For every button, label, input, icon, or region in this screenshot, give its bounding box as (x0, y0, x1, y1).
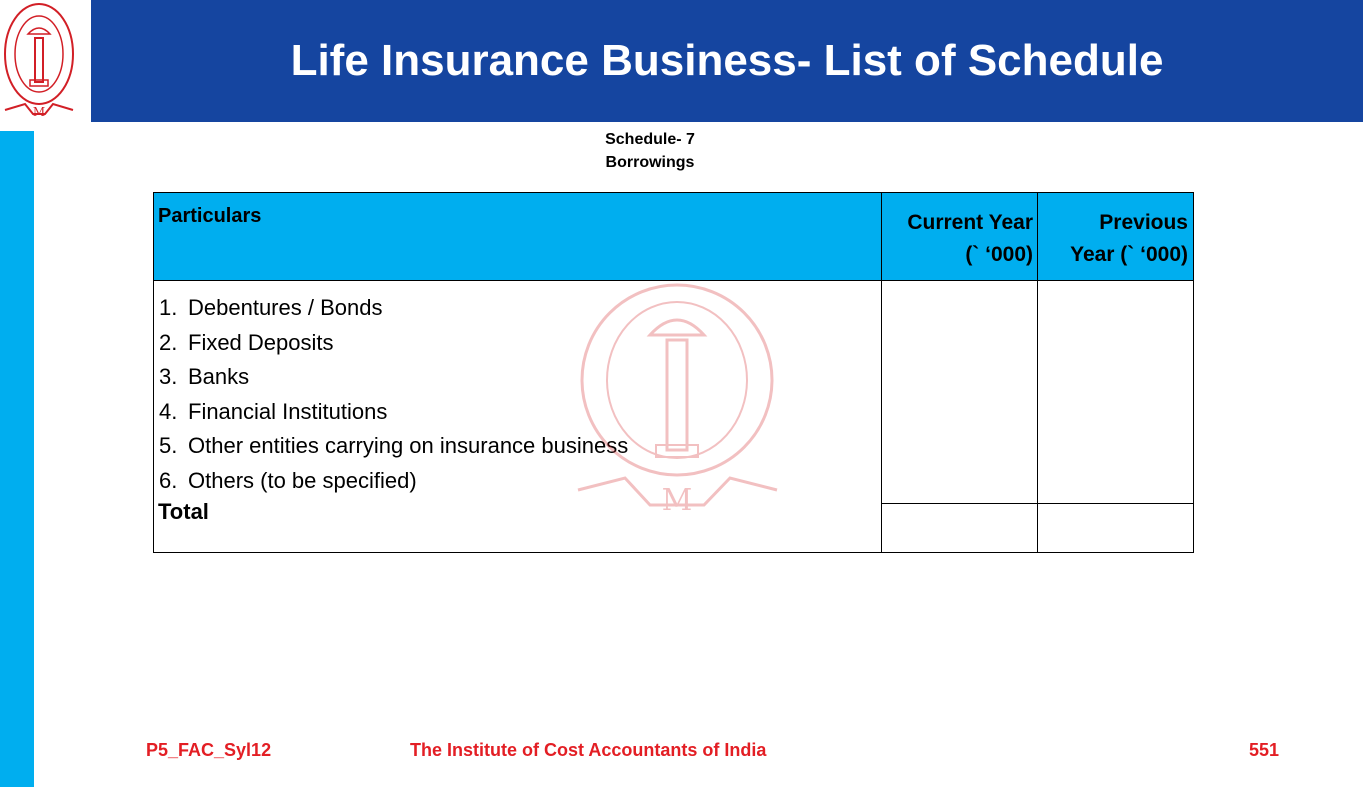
current-year-total-cell (881, 503, 1038, 553)
schedule-table (153, 192, 1194, 553)
schedule-number: Schedule- 7 (605, 131, 695, 148)
column-header-current-year: Current Year (` ‘000) (881, 192, 1038, 281)
schedule-heading (500, 128, 800, 174)
current-year-values-cell (881, 280, 1038, 504)
page-title: Life Insurance Business- List of Schedule (290, 36, 1164, 85)
list-item: 2. Fixed Deposits (159, 329, 334, 355)
previous-year-values-cell (1037, 280, 1194, 504)
particulars-cell (153, 280, 882, 553)
institute-logo (0, 0, 82, 122)
footer-institute: The Institute of Cost Accountants of India (410, 740, 767, 760)
side-accent-strip (0, 131, 34, 787)
list-item: 6. Others (to be specified) (159, 467, 417, 493)
column-header-previous-year: Previous Year (` ‘000) (1037, 192, 1194, 281)
footer-code: P5_FAC_Syl12 (146, 740, 272, 760)
list-item: 1. Debentures / Bonds (159, 295, 383, 320)
list-item: 5. Other entities carrying on insurance business (159, 433, 629, 459)
svg-text:M: M (661, 483, 693, 518)
page-number: 551 (1249, 740, 1280, 760)
svg-text:M: M (32, 105, 46, 119)
list-item: 3. Banks (159, 364, 250, 390)
column-header-particulars: Particulars (153, 192, 882, 281)
schedule-name: Borrowings (605, 154, 695, 171)
previous-year-total-cell (1037, 503, 1194, 553)
total-label: Total (158, 499, 209, 524)
particulars-list (159, 291, 628, 499)
list-item: 4. Financial Institutions (159, 398, 388, 424)
